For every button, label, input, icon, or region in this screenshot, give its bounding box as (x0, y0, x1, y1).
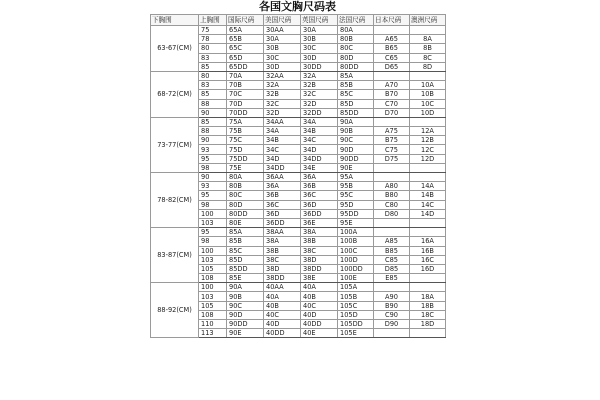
uk-size-cell: 30B (301, 35, 338, 44)
header-jp: 日本尺码 (374, 15, 410, 26)
uk-size-cell: 32A (301, 71, 338, 80)
intl-size-cell: 80B (227, 182, 264, 191)
uk-size-cell: 30C (301, 44, 338, 53)
intl-size-cell: 90A (227, 283, 264, 292)
over-bust-cell: 108 (199, 274, 227, 283)
header-under-bust: 下胸围 (151, 15, 199, 26)
header-fr: 法国尺码 (338, 15, 374, 26)
fr-size-cell: 95E (338, 218, 374, 227)
under-bust-range: 83-87(CM) (151, 228, 199, 283)
uk-size-cell: 40D (301, 310, 338, 319)
us-size-cell: 38AA (264, 228, 301, 237)
jp-size-cell: D90 (374, 320, 410, 329)
intl-size-cell: 65DD (227, 62, 264, 71)
over-bust-cell: 110 (199, 320, 227, 329)
au-size-cell: 18B (410, 301, 446, 310)
fr-size-cell: 105B (338, 292, 374, 301)
over-bust-cell: 83 (199, 81, 227, 90)
us-size-cell: 32C (264, 99, 301, 108)
over-bust-cell: 105 (199, 301, 227, 310)
intl-size-cell: 85E (227, 274, 264, 283)
uk-size-cell: 38E (301, 274, 338, 283)
au-size-cell (410, 173, 446, 182)
au-size-cell (410, 218, 446, 227)
jp-size-cell: D80 (374, 209, 410, 218)
jp-size-cell: B70 (374, 90, 410, 99)
fr-size-cell: 95A (338, 173, 374, 182)
au-size-cell: 16A (410, 237, 446, 246)
fr-size-cell: 95C (338, 191, 374, 200)
au-size-cell: 8B (410, 44, 446, 53)
uk-size-cell: 38A (301, 228, 338, 237)
over-bust-cell: 100 (199, 246, 227, 255)
intl-size-cell: 90E (227, 329, 264, 338)
jp-size-cell: B85 (374, 246, 410, 255)
over-bust-cell: 88 (199, 127, 227, 136)
us-size-cell: 34D (264, 154, 301, 163)
us-size-cell: 34B (264, 136, 301, 145)
fr-size-cell: 100C (338, 246, 374, 255)
over-bust-cell: 95 (199, 191, 227, 200)
jp-size-cell: E85 (374, 274, 410, 283)
fr-size-cell: 85C (338, 90, 374, 99)
jp-size-cell (374, 173, 410, 182)
over-bust-cell: 78 (199, 35, 227, 44)
fr-size-cell: 85DD (338, 108, 374, 117)
uk-size-cell: 32C (301, 90, 338, 99)
intl-size-cell: 90D (227, 310, 264, 319)
fr-size-cell: 85A (338, 71, 374, 80)
us-size-cell: 36AA (264, 173, 301, 182)
over-bust-cell: 85 (199, 117, 227, 126)
jp-size-cell: A75 (374, 127, 410, 136)
uk-size-cell: 40E (301, 329, 338, 338)
fr-size-cell: 90DD (338, 154, 374, 163)
intl-size-cell: 75B (227, 127, 264, 136)
jp-size-cell: B80 (374, 191, 410, 200)
intl-size-cell: 85B (227, 237, 264, 246)
over-bust-cell: 85 (199, 62, 227, 71)
fr-size-cell: 95D (338, 200, 374, 209)
intl-size-cell: 75DD (227, 154, 264, 163)
uk-size-cell: 38C (301, 246, 338, 255)
fr-size-cell: 100B (338, 237, 374, 246)
over-bust-cell: 75 (199, 26, 227, 35)
au-size-cell: 16C (410, 255, 446, 264)
au-size-cell: 12D (410, 154, 446, 163)
table-row (151, 26, 446, 35)
uk-size-cell: 36B (301, 182, 338, 191)
intl-size-cell: 90C (227, 301, 264, 310)
over-bust-cell: 103 (199, 255, 227, 264)
fr-size-cell: 80B (338, 35, 374, 44)
us-size-cell: 36A (264, 182, 301, 191)
fr-size-cell: 100E (338, 274, 374, 283)
over-bust-cell: 90 (199, 173, 227, 182)
au-size-cell (410, 329, 446, 338)
intl-size-cell: 80D (227, 200, 264, 209)
jp-size-cell: B65 (374, 44, 410, 53)
jp-size-cell: C80 (374, 200, 410, 209)
header-over-bust: 上胸围 (199, 15, 227, 26)
over-bust-cell: 93 (199, 182, 227, 191)
jp-size-cell: A85 (374, 237, 410, 246)
over-bust-cell: 90 (199, 108, 227, 117)
uk-size-cell: 40B (301, 292, 338, 301)
over-bust-cell: 85 (199, 90, 227, 99)
uk-size-cell: 34E (301, 163, 338, 172)
header-au: 澳洲尺码 (410, 15, 446, 26)
fr-size-cell: 90E (338, 163, 374, 172)
uk-size-cell: 40A (301, 283, 338, 292)
fr-size-cell: 105D (338, 310, 374, 319)
header-intl: 国际尺码 (227, 15, 264, 26)
fr-size-cell: 100DD (338, 264, 374, 273)
uk-size-cell: 40DD (301, 320, 338, 329)
jp-size-cell (374, 228, 410, 237)
header-us: 美国尺码 (264, 15, 301, 26)
us-size-cell: 34A (264, 127, 301, 136)
fr-size-cell: 105A (338, 283, 374, 292)
us-size-cell: 38DD (264, 274, 301, 283)
intl-size-cell: 80C (227, 191, 264, 200)
uk-size-cell: 32B (301, 81, 338, 90)
us-size-cell: 40AA (264, 283, 301, 292)
jp-size-cell: D85 (374, 264, 410, 273)
us-size-cell: 32D (264, 108, 301, 117)
au-size-cell: 10A (410, 81, 446, 90)
fr-size-cell: 85D (338, 99, 374, 108)
intl-size-cell: 80A (227, 173, 264, 182)
au-size-cell (410, 26, 446, 35)
au-size-cell: 16B (410, 246, 446, 255)
fr-size-cell: 90D (338, 145, 374, 154)
fr-size-cell: 90C (338, 136, 374, 145)
uk-size-cell: 34A (301, 117, 338, 126)
intl-size-cell: 65A (227, 26, 264, 35)
us-size-cell: 36C (264, 200, 301, 209)
over-bust-cell: 113 (199, 329, 227, 338)
uk-size-cell: 40C (301, 301, 338, 310)
fr-size-cell: 105DD (338, 320, 374, 329)
header-uk: 英国尺码 (301, 15, 338, 26)
intl-size-cell: 90B (227, 292, 264, 301)
fr-size-cell: 100D (338, 255, 374, 264)
us-size-cell: 36DD (264, 218, 301, 227)
us-size-cell: 32A (264, 81, 301, 90)
au-size-cell (410, 228, 446, 237)
under-bust-range: 78-82(CM) (151, 173, 199, 228)
au-size-cell: 10C (410, 99, 446, 108)
over-bust-cell: 80 (199, 44, 227, 53)
uk-size-cell: 36E (301, 218, 338, 227)
au-size-cell: 12A (410, 127, 446, 136)
over-bust-cell: 90 (199, 136, 227, 145)
au-size-cell: 14C (410, 200, 446, 209)
au-size-cell: 18D (410, 320, 446, 329)
intl-size-cell: 80E (227, 218, 264, 227)
us-size-cell: 30C (264, 53, 301, 62)
over-bust-cell: 98 (199, 163, 227, 172)
fr-size-cell: 105E (338, 329, 374, 338)
us-size-cell: 38B (264, 246, 301, 255)
au-size-cell: 10B (410, 90, 446, 99)
table-row (151, 117, 446, 126)
us-size-cell: 40D (264, 320, 301, 329)
au-size-cell (410, 163, 446, 172)
over-bust-cell: 103 (199, 292, 227, 301)
au-size-cell: 12C (410, 145, 446, 154)
uk-size-cell: 38DD (301, 264, 338, 273)
au-size-cell (410, 71, 446, 80)
jp-size-cell: A65 (374, 35, 410, 44)
us-size-cell: 30B (264, 44, 301, 53)
us-size-cell: 32AA (264, 71, 301, 80)
over-bust-cell: 98 (199, 200, 227, 209)
au-size-cell: 16D (410, 264, 446, 273)
table-row (151, 173, 446, 182)
over-bust-cell: 80 (199, 71, 227, 80)
intl-size-cell: 65D (227, 53, 264, 62)
over-bust-cell: 93 (199, 145, 227, 154)
au-size-cell: 18A (410, 292, 446, 301)
au-size-cell: 12B (410, 136, 446, 145)
over-bust-cell: 108 (199, 310, 227, 319)
chart-title: 各国文胸尺码表 (259, 0, 336, 13)
jp-size-cell: A70 (374, 81, 410, 90)
au-size-cell: 8D (410, 62, 446, 71)
us-size-cell: 40B (264, 301, 301, 310)
size-chart-sheet (150, 0, 445, 400)
au-size-cell: 8C (410, 53, 446, 62)
au-size-cell (410, 274, 446, 283)
fr-size-cell: 80DD (338, 62, 374, 71)
uk-size-cell: 32D (301, 99, 338, 108)
us-size-cell: 32B (264, 90, 301, 99)
us-size-cell: 38A (264, 237, 301, 246)
intl-size-cell: 75A (227, 117, 264, 126)
us-size-cell: 36D (264, 209, 301, 218)
over-bust-cell: 88 (199, 99, 227, 108)
jp-size-cell: B75 (374, 136, 410, 145)
intl-size-cell: 90DD (227, 320, 264, 329)
over-bust-cell: 100 (199, 283, 227, 292)
under-bust-range: 73-77(CM) (151, 117, 199, 172)
fr-size-cell: 80C (338, 44, 374, 53)
uk-size-cell: 36DD (301, 209, 338, 218)
us-size-cell: 34DD (264, 163, 301, 172)
fr-size-cell: 85B (338, 81, 374, 90)
jp-size-cell (374, 218, 410, 227)
jp-size-cell: C65 (374, 53, 410, 62)
us-size-cell: 36B (264, 191, 301, 200)
jp-size-cell: D75 (374, 154, 410, 163)
under-bust-range: 68-72(CM) (151, 71, 199, 117)
jp-size-cell (374, 283, 410, 292)
us-size-cell: 30D (264, 62, 301, 71)
table-row (151, 228, 446, 237)
jp-size-cell: D65 (374, 62, 410, 71)
header-row (151, 15, 446, 26)
over-bust-cell: 103 (199, 218, 227, 227)
under-bust-range: 88-92(CM) (151, 283, 199, 338)
over-bust-cell: 95 (199, 228, 227, 237)
uk-size-cell: 34C (301, 136, 338, 145)
fr-size-cell: 80D (338, 53, 374, 62)
uk-size-cell: 30DD (301, 62, 338, 71)
intl-size-cell: 75C (227, 136, 264, 145)
us-size-cell: 40A (264, 292, 301, 301)
uk-size-cell: 36A (301, 173, 338, 182)
intl-size-cell: 70C (227, 90, 264, 99)
au-size-cell: 8A (410, 35, 446, 44)
table-row (151, 283, 446, 292)
intl-size-cell: 65C (227, 44, 264, 53)
uk-size-cell: 38D (301, 255, 338, 264)
fr-size-cell: 95DD (338, 209, 374, 218)
intl-size-cell: 85A (227, 228, 264, 237)
intl-size-cell: 85D (227, 255, 264, 264)
uk-size-cell: 30A (301, 26, 338, 35)
uk-size-cell: 36D (301, 200, 338, 209)
au-size-cell (410, 117, 446, 126)
intl-size-cell: 70B (227, 81, 264, 90)
jp-size-cell: C75 (374, 145, 410, 154)
us-size-cell: 40DD (264, 329, 301, 338)
jp-size-cell (374, 329, 410, 338)
jp-size-cell (374, 117, 410, 126)
us-size-cell: 30A (264, 35, 301, 44)
uk-size-cell: 34B (301, 127, 338, 136)
au-size-cell: 14A (410, 182, 446, 191)
intl-size-cell: 75E (227, 163, 264, 172)
us-size-cell: 38C (264, 255, 301, 264)
jp-size-cell: C70 (374, 99, 410, 108)
us-size-cell: 38D (264, 264, 301, 273)
intl-size-cell: 80DD (227, 209, 264, 218)
fr-size-cell: 95B (338, 182, 374, 191)
fr-size-cell: 105C (338, 301, 374, 310)
fr-size-cell: 90B (338, 127, 374, 136)
jp-size-cell: A90 (374, 292, 410, 301)
intl-size-cell: 85DD (227, 264, 264, 273)
jp-size-cell: B90 (374, 301, 410, 310)
uk-size-cell: 30D (301, 53, 338, 62)
jp-size-cell (374, 163, 410, 172)
fr-size-cell: 100A (338, 228, 374, 237)
fr-size-cell: 80A (338, 26, 374, 35)
jp-size-cell (374, 71, 410, 80)
jp-size-cell: C85 (374, 255, 410, 264)
jp-size-cell: A80 (374, 182, 410, 191)
fr-size-cell: 90A (338, 117, 374, 126)
jp-size-cell (374, 26, 410, 35)
uk-size-cell: 32DD (301, 108, 338, 117)
intl-size-cell: 75D (227, 145, 264, 154)
over-bust-cell: 83 (199, 53, 227, 62)
au-size-cell: 18C (410, 310, 446, 319)
intl-size-cell: 70DD (227, 108, 264, 117)
au-size-cell: 14B (410, 191, 446, 200)
over-bust-cell: 98 (199, 237, 227, 246)
us-size-cell: 34AA (264, 117, 301, 126)
au-size-cell: 14D (410, 209, 446, 218)
uk-size-cell: 34D (301, 145, 338, 154)
us-size-cell: 34C (264, 145, 301, 154)
size-table (150, 14, 446, 338)
uk-size-cell: 36C (301, 191, 338, 200)
au-size-cell: 10D (410, 108, 446, 117)
uk-size-cell: 34DD (301, 154, 338, 163)
jp-size-cell: D70 (374, 108, 410, 117)
us-size-cell: 30AA (264, 26, 301, 35)
under-bust-range: 63-67(CM) (151, 26, 199, 72)
intl-size-cell: 70A (227, 71, 264, 80)
intl-size-cell: 85C (227, 246, 264, 255)
intl-size-cell: 70D (227, 99, 264, 108)
table-body (151, 26, 446, 338)
us-size-cell: 40C (264, 310, 301, 319)
au-size-cell (410, 283, 446, 292)
over-bust-cell: 95 (199, 154, 227, 163)
jp-size-cell: C90 (374, 310, 410, 319)
table-row (151, 71, 446, 80)
uk-size-cell: 38B (301, 237, 338, 246)
intl-size-cell: 65B (227, 35, 264, 44)
over-bust-cell: 105 (199, 264, 227, 273)
over-bust-cell: 100 (199, 209, 227, 218)
